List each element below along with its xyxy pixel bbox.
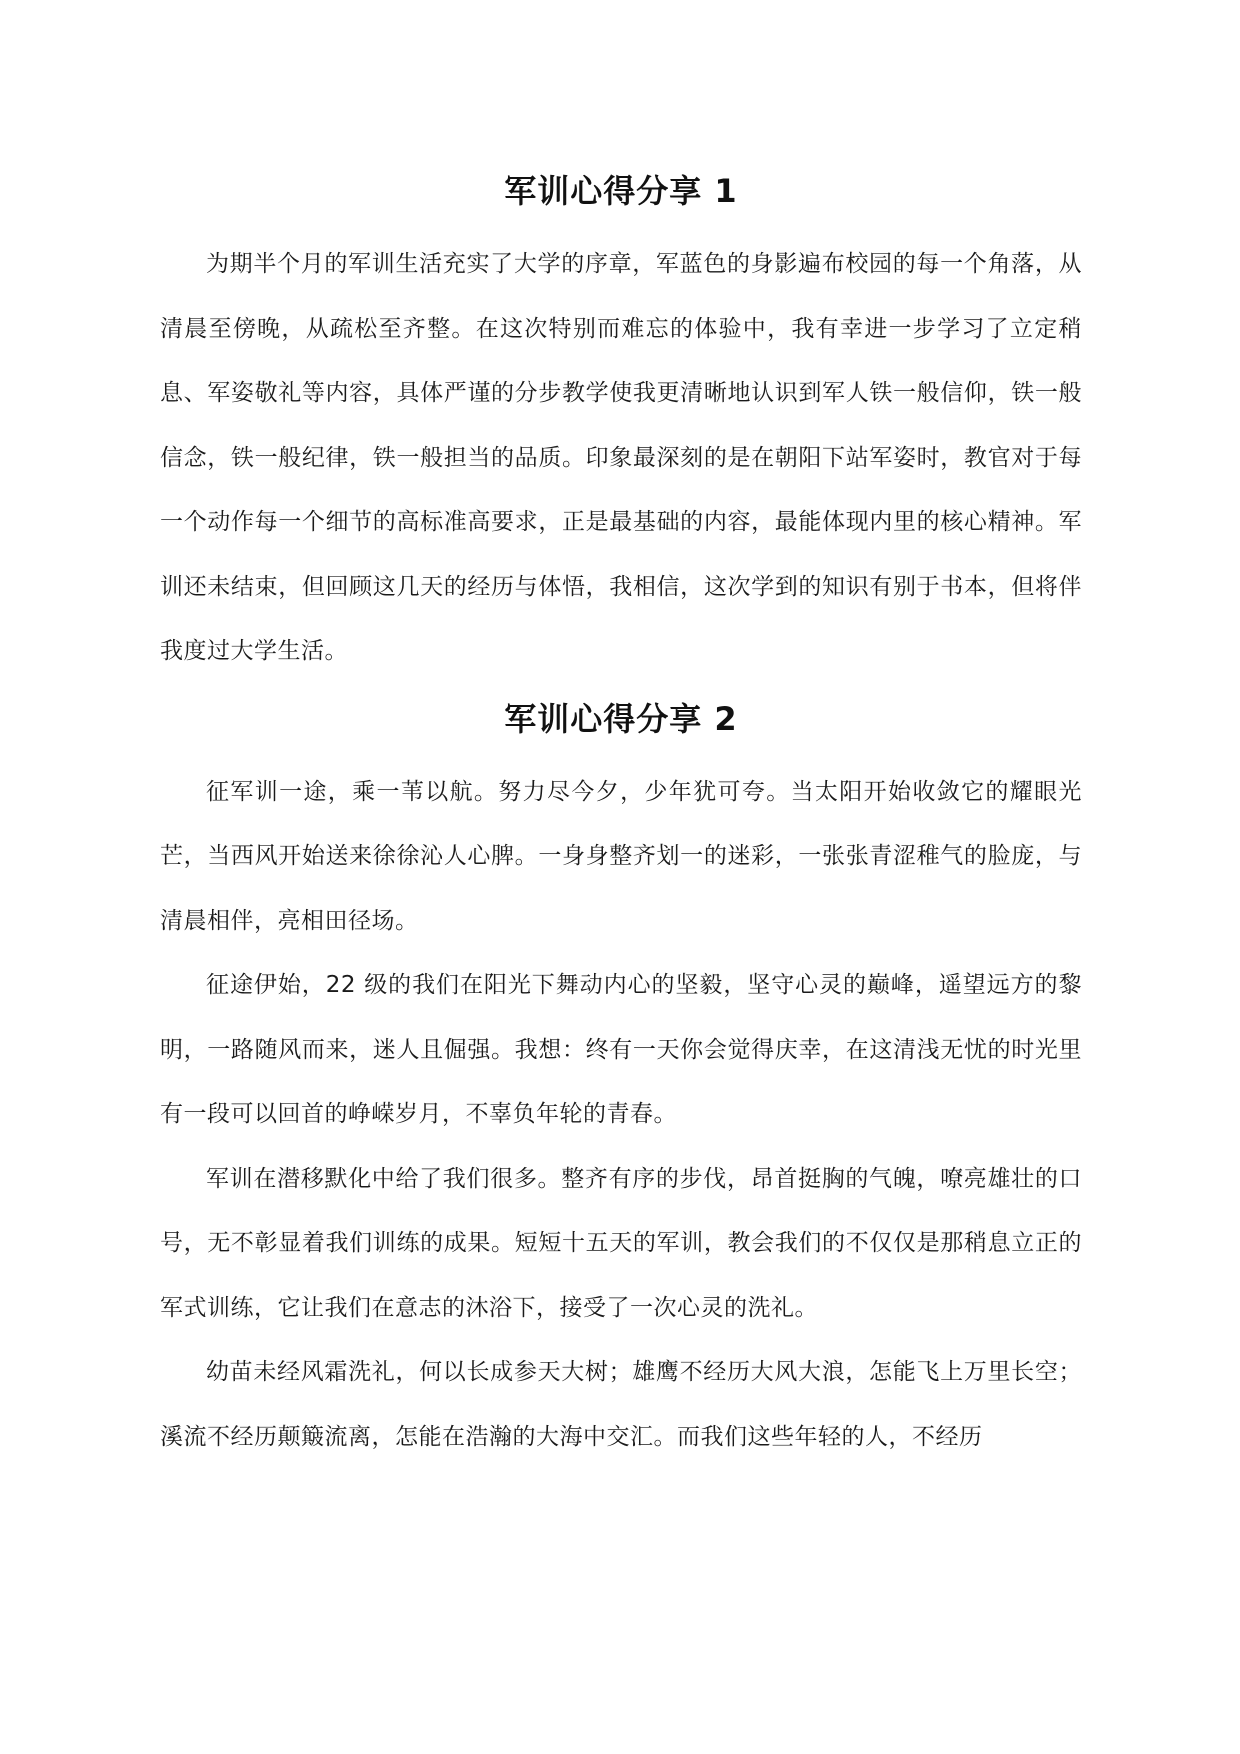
section-1-paragraph-1: 为期半个月的军训生活充实了大学的序章，军蓝色的身影遍布校园的每一个角落，从清晨至傍晚，从疏松至齐整。在这次特别而难忘的体验中，我有幸进一步学习了立定稍息、军姿敬礼等内容，具体严谨的分步教学使我更清晰地认识到军人铁一般信仰，铁一般信念，铁一般纪律，铁一般担当的品质。印象最深刻的是在朝阳下站军姿时，教官对于每一个动作每一个细节的高标准高要求，正是最基础的内容，最能体现内里的核心精神。军训还未结束，但回顾这几天的经历与体悟，我相信，这次学到的知识有别于书本，但将伴我度过大学生活。 [160, 251, 1082, 664]
section-title-1: 军训心得分享 1 [504, 172, 738, 210]
section-2-paragraph-2: 征途伊始，22 级的我们在阳光下舞动内心的坚毅，坚守心灵的巅峰，遥望远方的黎明，一路随风而来，迷人且倔强。我想：终有一天你会觉得庆幸，在这清浅无忧的时光里有一段可以回首的峥嵘岁月，不辜负年轮的青春。 [160, 972, 1082, 1127]
section-title-2: 军训心得分享 2 [504, 699, 738, 738]
section-2-paragraph-3: 军训在潜移默化中给了我们很多。整齐有序的步伐，昂首挺胸的气魄，嘹亮雄壮的口号，无不彰显着我们训练的成果。短短十五天的军训，教会我们的不仅仅是那稍息立正的军式训练，它让我们在意志的沐浴下，接受了一次心灵的洗礼。 [160, 1165, 1082, 1321]
section-2-paragraph-1: 征军训一途，乘一苇以航。努力尽今夕，少年犹可夸。当太阳开始收敛它的耀眼光芒，当西风开始送来徐徐沁人心脾。一身身整齐划一的迷彩，一张张青涩稚气的脸庞，与清晨相伴，亮相田径场。 [160, 778, 1082, 934]
section-2-paragraph-4: 幼苗未经风霜洗礼，何以长成参天大树；雄鹰不经历大风大浪，怎能飞上万里长空；溪流不经历颠簸流离，怎能在浩瀚的大海中交汇。而我们这些年轻的人，不经历 [160, 1359, 1082, 1450]
